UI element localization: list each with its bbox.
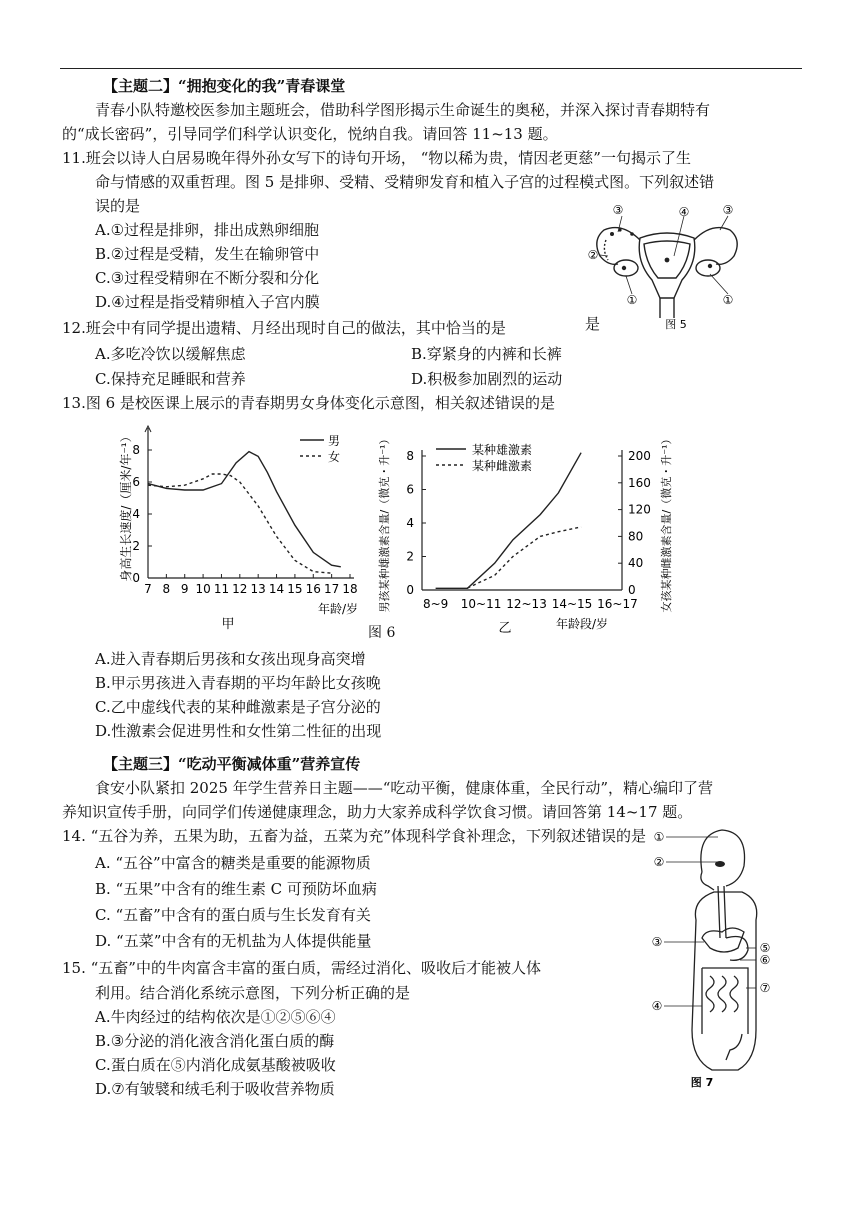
q15-stem-line1: 15. “五畜”中的牛肉富含丰富的蛋白质，需经过消化、吸收后才能被人体 [62, 959, 541, 977]
q13-stem: 13.图 6 是校医课上展示的青春期男女身体变化示意图，相关叙述错误的是 [62, 394, 555, 412]
fig7-marker-4: ④ [652, 999, 663, 1013]
yi-series-estrogen-line [468, 527, 582, 588]
q15-option-d: D.⑦有皱襞和绒毛利于吸收营养物质 [95, 1080, 335, 1098]
jia-x-tick-label: 7 [144, 582, 152, 596]
jia-legend-label: 男 [328, 434, 341, 448]
fig7-marker-5: ⑤ [759, 941, 771, 955]
q15-option-c: C.蛋白质在⑤内消化成氨基酸被吸收 [95, 1056, 336, 1074]
jia-x-tick-label: 13 [250, 582, 266, 596]
fig5-marker-2: ② [587, 248, 599, 262]
fig5-marker-1-right: ① [722, 293, 734, 307]
q11-option-c: C.③过程受精卵在不断分裂和分化 [95, 269, 320, 287]
fig5-marker-4: ④ [678, 205, 690, 219]
yi-x-tick-label: 12~13 [506, 597, 547, 611]
yi-x-tick-label: 8~9 [422, 597, 449, 611]
yi-right-tick-label: 80 [628, 529, 644, 544]
jia-y-tick-label: 4 [132, 507, 140, 521]
yi-series-androgen-line [436, 453, 581, 589]
theme2-intro-line1: 青春小队特邀校医参加主题班会，借助科学图形揭示生命诞生的奥秘，并深入探讨青春期特有 [95, 101, 711, 119]
q11-overlap-char: 是 [585, 315, 601, 333]
q13-option-d: D.性激素会促进男性和女性第二性征的出现 [95, 722, 382, 740]
yi-x-tick-label: 16~17 [597, 597, 638, 611]
jia-legend-label: 女 [328, 450, 341, 464]
jia-y-tick-label: 0 [132, 571, 140, 585]
fig7-marker-1: ① [653, 830, 665, 844]
theme3-intro-line1: 食安小队紧扣 2025 年学生营养日主题——“吃动平衡，健康体重，全民行动”，精心编印了营 [95, 779, 714, 797]
theme2-title: 【主题二】“拥抱变化的我”青春课堂 [103, 77, 346, 95]
yi-x-tick-label: 14~15 [551, 597, 593, 611]
fig7-marker-3: ③ [652, 935, 663, 949]
q13-option-a: A.进入青春期后男孩和女孩出现身高突增 [95, 650, 366, 668]
q12-option-d: D.积极参加剧烈的运动 [411, 370, 563, 388]
yi-left-tick-label: 8 [406, 449, 414, 463]
jia-x-tick-label: 10 [195, 582, 211, 596]
q12-stem: 12.班会中有同学提出遗精、月经出现时自己的做法，其中恰当的是 [62, 319, 506, 337]
theme3-title: 【主题三】“吃动平衡减体重”营养宣传 [103, 755, 361, 773]
jia-y-tick-label: 6 [132, 475, 140, 489]
fig5-marker-1-left: ① [626, 293, 638, 307]
q11-option-b: B.②过程是受精，发生在输卵管中 [95, 245, 320, 263]
yi-right-tick-label: 120 [628, 502, 651, 517]
q11-option-d: D.④过程是指受精卵植入子宫内膜 [95, 293, 320, 311]
jia-x-tick-label: 9 [180, 582, 189, 596]
q14-stem: 14. “五谷为养，五果为助，五畜为益，五菜为充”体现科学食补理念，下列叙述错误的是 [62, 827, 646, 845]
jia-y-tick-label: 8 [132, 443, 140, 457]
yi-title: 乙 [498, 621, 512, 636]
jia-x-tick-label: 17 [323, 582, 340, 596]
chart-hormone-levels [370, 416, 690, 636]
q12-option-b: B.穿紧身的内裤和长裤 [411, 345, 562, 363]
yi-x-tick-label: 10~11 [460, 597, 502, 611]
yi-right-y-label: 女孩某种雌激素含量/（微克・升⁻¹） [660, 433, 673, 613]
q13-option-c: C.乙中虚线代表的某种雌激素是子宫分泌的 [95, 698, 381, 716]
yi-right-tick-label: 160 [628, 475, 651, 490]
q11-stem-line1: 11.班会以诗人白居易晚年得外孙女写下的诗句开场， “物以稀为贵，情因老更慈”一句揭示了生 [62, 149, 691, 167]
yi-left-y-label: 男孩某种雄激素含量/（微克・升⁻¹） [378, 433, 391, 613]
q12-option-a: A.多吃冷饮以缓解焦虑 [95, 345, 246, 363]
theme3-intro-line2: 养知识宣传手册，向同学们传递健康理念，助力大家养成科学饮食习惯。请回答第 14~17 题。 [62, 803, 693, 821]
fig7-caption: 图 7 [690, 1076, 714, 1089]
jia-y-tick-label: 2 [132, 539, 140, 553]
q11-option-a: A.①过程是排卵，排出成熟卵细胞 [95, 221, 320, 239]
q14-option-d: D. “五菜”中含有的无机盐为人体提供能量 [95, 932, 372, 950]
q11-stem-line2: 命与情感的双重哲理。图 5 是排卵、受精、受精卵发育和植入子宫的过程模式图。下列叙述错 [95, 173, 715, 191]
jia-y-label: 身高生长速度/（厘米/年⁻¹） [119, 430, 133, 582]
q15-option-a: A.牛肉经过的结构依次是①②⑤⑥④ [95, 1008, 336, 1026]
figure-7-digestive-system [652, 820, 792, 1090]
fig5-caption: 图 5 [665, 318, 687, 331]
jia-x-tick-label: 18 [342, 582, 358, 596]
yi-right-tick-label: 200 [628, 449, 651, 463]
q13-option-b: B.甲示男孩进入青春期的平均年龄比女孩晚 [95, 674, 381, 692]
jia-title: 甲 [221, 617, 235, 632]
yi-left-tick-label: 2 [406, 549, 414, 564]
jia-series-male-line [148, 452, 341, 567]
fig7-marker-6: ⑥ [759, 953, 771, 967]
q11-stem-line3: 误的是 [95, 197, 141, 215]
yi-legend-label: 某种雌激素 [472, 459, 533, 473]
yi-legend-label: 某种雄激素 [472, 443, 533, 457]
jia-x-tick-label: 11 [213, 582, 230, 596]
yi-left-tick-label: 4 [406, 516, 414, 530]
figure-5-reproductive-diagram [582, 200, 752, 335]
jia-x-tick-label: 8 [162, 582, 171, 596]
q14-option-b: B. “五果”中含有的维生素 C 可预防坏血病 [95, 880, 377, 898]
fig7-marker-7: ⑦ [759, 981, 771, 995]
jia-x-label: 年龄/岁 [317, 602, 359, 616]
yi-right-tick-label: 0 [628, 583, 636, 597]
fig5-marker-3-left: ③ [612, 203, 624, 217]
yi-left-tick-label: 0 [406, 583, 414, 597]
yi-left-tick-label: 6 [406, 482, 414, 497]
jia-x-tick-label: 15 [287, 582, 303, 596]
theme2-intro-line2: 的“成长密码”，引导同学们科学认识变化，悦纳自我。请回答 11~13 题。 [62, 125, 558, 143]
fig5-marker-3-right: ③ [722, 203, 734, 217]
fig6-caption: 图 6 [368, 625, 396, 641]
q14-option-a: A. “五谷”中富含的糖类是重要的能源物质 [95, 854, 371, 872]
jia-x-tick-label: 12 [232, 582, 248, 596]
yi-x-label: 年龄段/岁 [555, 617, 609, 631]
q15-option-b: B.③分泌的消化液含消化蛋白质的酶 [95, 1032, 335, 1050]
jia-x-tick-label: 14 [268, 582, 285, 596]
header-rule [60, 68, 802, 69]
chart-height-growth [110, 416, 360, 636]
jia-x-tick-label: 16 [305, 582, 321, 596]
q12-option-c: C.保持充足睡眠和营养 [95, 370, 246, 388]
yi-right-tick-label: 40 [628, 556, 644, 571]
q14-option-c: C. “五畜”中含有的蛋白质与生长发育有关 [95, 906, 371, 924]
q15-stem-line2: 利用。结合消化系统示意图，下列分析正确的是 [95, 984, 411, 1002]
fig7-marker-2: ② [653, 855, 665, 869]
